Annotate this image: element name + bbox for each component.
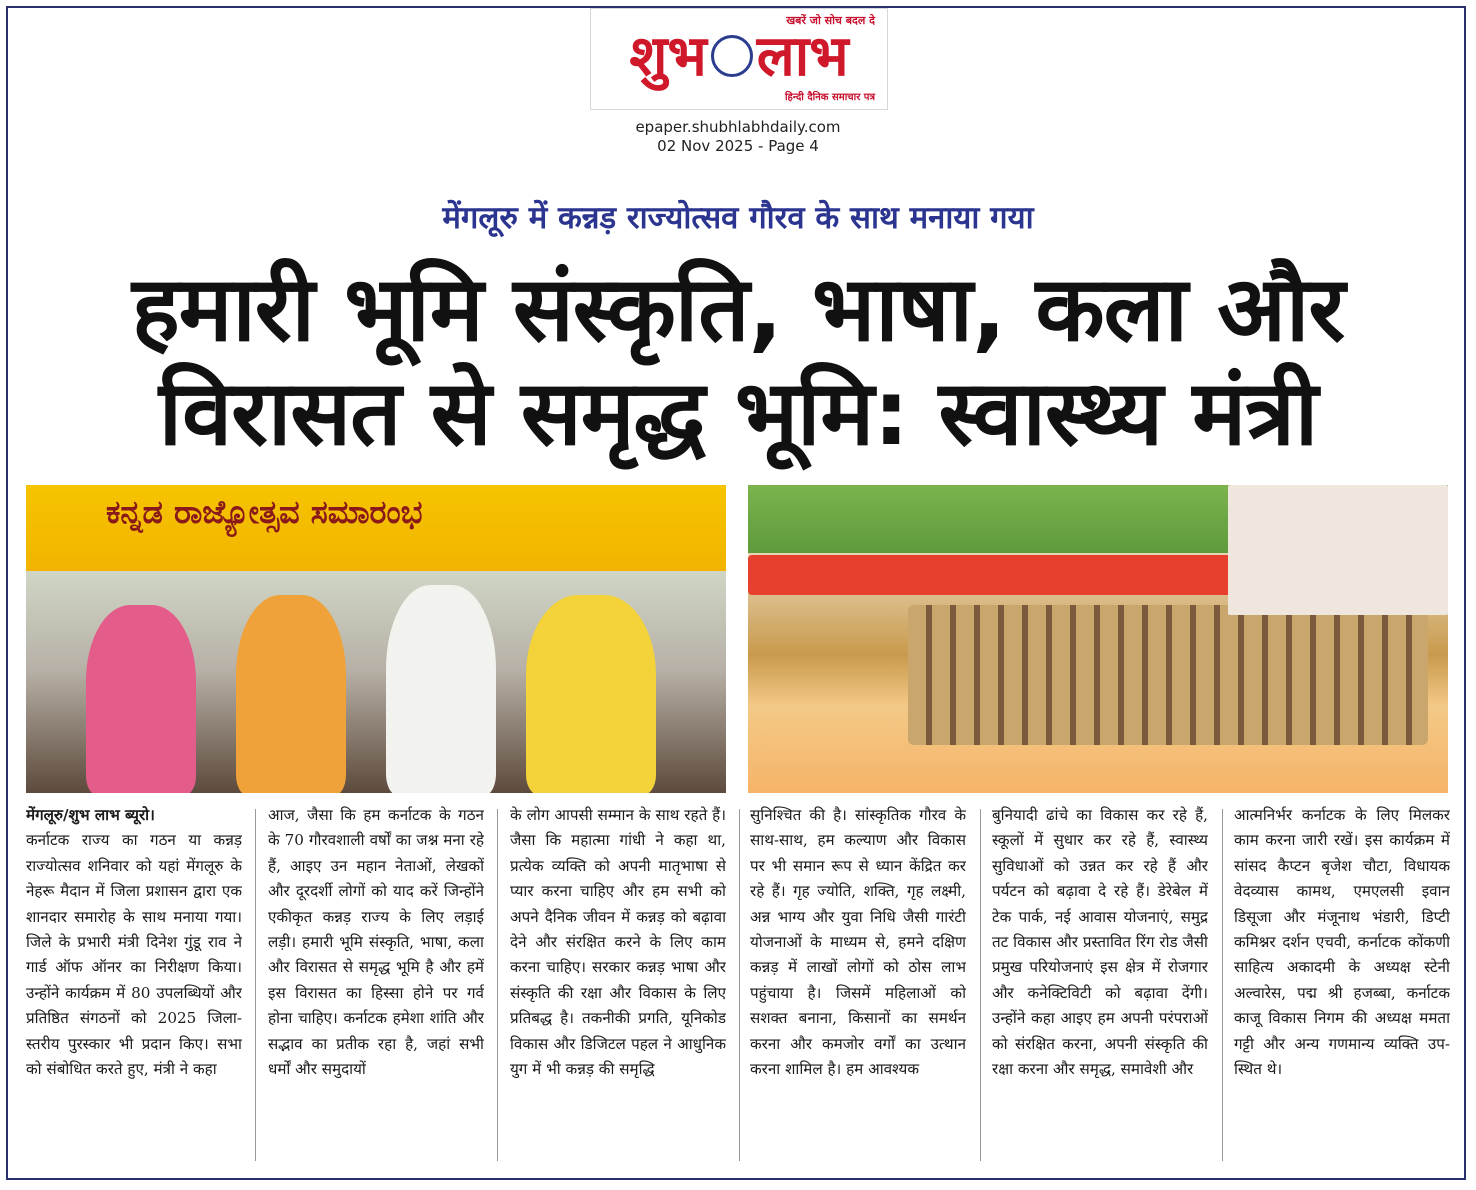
building bbox=[1228, 485, 1448, 615]
masthead-logo[interactable] bbox=[590, 8, 888, 110]
column-divider bbox=[739, 809, 740, 1161]
person-figure bbox=[236, 595, 346, 793]
person-figure bbox=[386, 585, 496, 793]
brand-right: लाभ bbox=[756, 24, 849, 89]
canopy bbox=[748, 555, 1268, 595]
kicker-headline: मेंगलूरु में कन्नड़ राज्योत्सव गौरव के साथ मनाया गया bbox=[442, 200, 1034, 236]
ceremony-photo bbox=[26, 485, 726, 793]
date-page: 02 Nov 2025 - Page 4 bbox=[657, 137, 819, 155]
article-column-3 bbox=[510, 803, 726, 1167]
column-text: के लोग आपसी सम्मान के साथ रहते हैं। जैसा कि महात्मा गांधी ने कहा था, प्रत्येक व्यक्ति को अपनी मातृभाषा से प्यार करना चाहिए और हम सभी को अपने दैनिक जीवन में कन्नड़ को बढ़ावा देने और संरक्षित करने के लिए काम करना चाहिए। सरकार कन्नड़ भाषा और संस्कृति की रक्षा और विकास के लिए प्रतिबद्ध है। तकनीकी प्रगति, यूनिकोड विकास और डिजिटल पहल ने आधुनिक युग में भी कन्नड़ की समृद्धि bbox=[510, 806, 726, 1079]
article-body bbox=[26, 803, 1450, 1173]
article-column-6 bbox=[1234, 803, 1450, 1167]
marching-row bbox=[908, 605, 1428, 745]
column-divider bbox=[255, 809, 256, 1161]
column-text: सुनिश्चित की है। सांस्कृतिक गौरव के साथ-साथ, हम कल्याण और विकास पर भी समान रूप से ध्यान केंद्रित कर रहे हैं। गृह ज्योति, शक्ति, गृह लक्ष्मी, अन्न भाग्य और युवा निधि जैसी गारंटी योजनाओं के माध्यम से, हमने दक्षिण कन्नड़ में लाखों लोगों को ठोस लाभ पहुंचाया है। जिसमें महिलाओं को सशक्त बनाना, किसानों का समर्थन करना और कमजोर वर्गों का उत्थान करना शामिल है। हम आवश्यक bbox=[750, 806, 966, 1079]
main-headline bbox=[20, 258, 1456, 466]
kannada-banner-text: ಕನ್ನಡ ರಾಜ್ಯೋತ್ಸವ ಸಮಾರಂಭ bbox=[106, 493, 423, 531]
column-text: बुनियादी ढांचे का विकास कर रहे हैं, स्कूलों में सुधार कर रहे हैं, स्वास्थ्य सुविधाओं को उन्नत कर रहे हैं और पर्यटन को बढ़ावा दे रहे हैं। डेरेबेल में टेक पार्क, नई आवास योजनाएं, समुद्र तट विकास और प्रस्तावित रिंग रोड जैसी प्रमुख परियोजनाएं इस क्षेत्र में रोजगार और कनेक्टिविटी को बढ़ावा देंगी। उन्होंने कहा आइए हम अपनी परंपराओं को संरक्षित करना, अपनी संस्कृति की रक्षा करना और समृद्ध, समावेशी और bbox=[992, 806, 1208, 1079]
article-column-5 bbox=[992, 803, 1208, 1167]
column-text: कर्नाटक राज्य का गठन या कन्नड़ राज्योत्सव शनिवार को यहां मेंगलूरु के नेहरू मैदान में जिला प्रशासन द्वारा एक शानदार समारोह के साथ मनाया गया। जिले के प्रभारी मंत्री दिनेश गुंडू राव ने गार्ड ऑफ ऑनर का निरीक्षण किया। उन्होंने कार्यक्रम में 80 उपलब्धियों और प्रतिष्ठित संगठनों को 2025 जिला-स्तरीय पुरस्कार भी प्रदान किए। सभा को संबोधित करते हुए, मंत्री ने कहा bbox=[26, 831, 242, 1079]
edition-info bbox=[540, 118, 936, 156]
headline-line-2: विरासत से समृद्ध भूमि: स्वास्थ्य मंत्री bbox=[158, 361, 1318, 466]
parade-photo bbox=[748, 485, 1448, 793]
masthead-tagline: खबरें जो सोच बदल दे bbox=[786, 14, 875, 27]
epaper-url[interactable]: epaper.shubhlabhdaily.com bbox=[635, 118, 841, 136]
article-column-1 bbox=[26, 803, 242, 1167]
brand-name bbox=[597, 25, 881, 89]
article-column-4 bbox=[750, 803, 966, 1167]
dateline: मेंगलूरु/शुभ लाभ ब्यूरो। bbox=[26, 806, 155, 824]
column-divider bbox=[980, 809, 981, 1161]
ganesh-icon bbox=[711, 35, 753, 77]
brand-left: शुभ bbox=[629, 24, 707, 89]
column-text: आज, जैसा कि हम कर्नाटक के गठन के 70 गौरवशाली वर्षों का जश्न मना रहे हैं, आइए उन महान नेताओं, लेखकों और दूरदर्शी लोगों को याद करें जिन्होंने एकीकृत कन्नड़ राज्य के लिए लड़ाई लड़ी। हमारी भूमि संस्कृति, भाषा, कला और विरासत से समृद्ध भूमि है और हमें इस विरासत का हिस्सा होने पर गर्व होना चाहिए। कर्नाटक हमेशा शांति और सद्भाव का प्रतीक रहा है, जहां सभी धर्मों और समुदायों bbox=[268, 806, 484, 1079]
article-column-2 bbox=[268, 803, 484, 1167]
person-figure bbox=[86, 605, 196, 793]
column-divider bbox=[497, 809, 498, 1161]
column-text: आत्मनिर्भर कर्नाटक के लिए मिलकर काम करना जारी रखें। इस कार्यक्रम में सांसद कैप्टन बृजेश चौटा, विधायक वेदव्यास कामथ, एमएलसी इवान डिसूजा और मंजूनाथ भंडारी, डिप्टी कमिश्नर दर्शन एचवी, कर्नाटक कोंकणी साहित्य अकादमी के अध्यक्ष स्टेनी अल्वारेस, पद्म श्री हजब्बा, कर्नाटक काजू विकास निगम की अध्यक्ष ममता गट्टी और अन्य गणमान्य व्यक्ति उप-स्थित थे। bbox=[1234, 806, 1450, 1079]
headline-line-1: हमारी भूमि संस्कृति, भाषा, कला और bbox=[131, 257, 1345, 362]
masthead-subtag: हिन्दी दैनिक समाचार पत्र bbox=[784, 92, 875, 103]
column-divider bbox=[1222, 809, 1223, 1161]
person-figure bbox=[526, 595, 656, 793]
